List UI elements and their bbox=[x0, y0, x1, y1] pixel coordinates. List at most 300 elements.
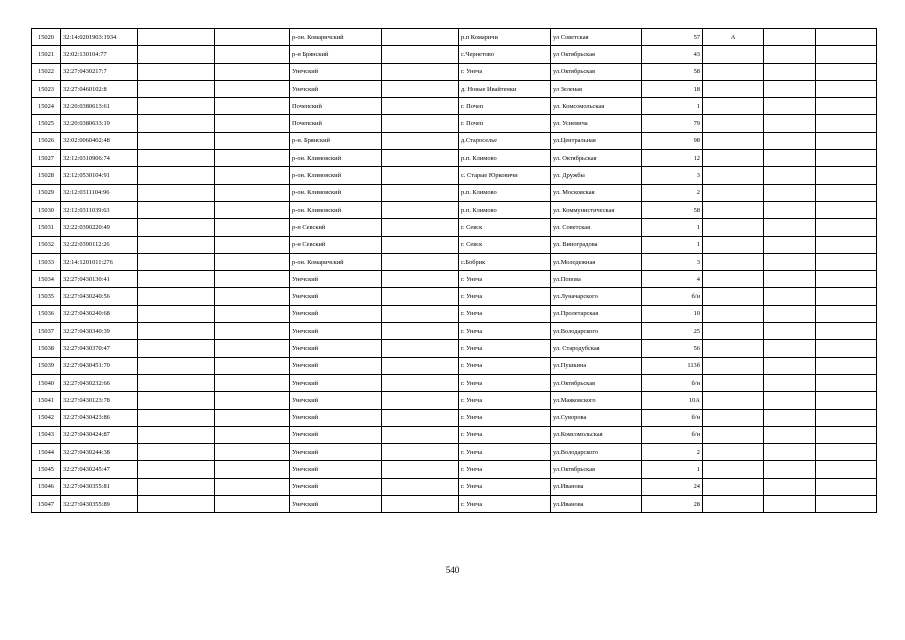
house-number: 12 bbox=[642, 150, 703, 167]
cell-empty bbox=[138, 98, 215, 115]
cell-empty bbox=[215, 496, 290, 513]
table-row bbox=[32, 167, 877, 184]
cell-empty bbox=[382, 444, 459, 461]
cadastral-number: 32:22:0390112:26 bbox=[61, 236, 138, 253]
cell-empty bbox=[382, 288, 459, 305]
street-cell: ул Октябрьская bbox=[551, 46, 642, 63]
street-cell: ул.Центральная bbox=[551, 132, 642, 149]
table-row bbox=[32, 201, 877, 218]
cell-empty bbox=[138, 323, 215, 340]
row-id: 15023 bbox=[32, 80, 61, 97]
letter-cell bbox=[703, 288, 764, 305]
row-id: 15026 bbox=[32, 132, 61, 149]
row-id: 15034 bbox=[32, 271, 61, 288]
cadastral-number: 32:02:130104:77 bbox=[61, 46, 138, 63]
house-number: б/н bbox=[642, 288, 703, 305]
cell-empty bbox=[215, 80, 290, 97]
locality-cell: г. Унеча bbox=[459, 271, 551, 288]
row-id: 15028 bbox=[32, 167, 61, 184]
locality-cell: г. Унеча bbox=[459, 63, 551, 80]
table-row bbox=[32, 496, 877, 513]
row-id: 15021 bbox=[32, 46, 61, 63]
cell-empty bbox=[764, 98, 816, 115]
cell-empty bbox=[215, 426, 290, 443]
letter-cell bbox=[703, 374, 764, 391]
house-number: б/н bbox=[642, 426, 703, 443]
district-cell: Почепский bbox=[290, 115, 382, 132]
cell-empty bbox=[382, 150, 459, 167]
cell-empty bbox=[215, 323, 290, 340]
letter-cell bbox=[703, 219, 764, 236]
cell-empty bbox=[816, 236, 877, 253]
cell-empty bbox=[764, 201, 816, 218]
cell-empty bbox=[215, 392, 290, 409]
row-id: 15044 bbox=[32, 444, 61, 461]
cell-empty bbox=[215, 374, 290, 391]
cell-empty bbox=[138, 80, 215, 97]
district-cell: р-он. Климовский bbox=[290, 167, 382, 184]
cadastral-number: 32:27:0430355:81 bbox=[61, 478, 138, 495]
locality-cell: г. Унеча bbox=[459, 409, 551, 426]
cell-empty bbox=[215, 236, 290, 253]
cell-empty bbox=[215, 305, 290, 322]
house-number: 1 bbox=[642, 219, 703, 236]
cell-empty bbox=[764, 340, 816, 357]
cadastral-number: 32:27:0430217:7 bbox=[61, 63, 138, 80]
cell-empty bbox=[764, 426, 816, 443]
table-row bbox=[32, 461, 877, 478]
cell-empty bbox=[382, 98, 459, 115]
table-row bbox=[32, 46, 877, 63]
house-number: 28 bbox=[642, 496, 703, 513]
letter-cell bbox=[703, 63, 764, 80]
cell-empty bbox=[215, 461, 290, 478]
table-row bbox=[32, 409, 877, 426]
table-row bbox=[32, 98, 877, 115]
house-number: 1 bbox=[642, 98, 703, 115]
street-cell: ул. Виноградова bbox=[551, 236, 642, 253]
street-cell: ул. Дружбы bbox=[551, 167, 642, 184]
letter-cell bbox=[703, 426, 764, 443]
house-number: 56 bbox=[642, 340, 703, 357]
row-id: 15035 bbox=[32, 288, 61, 305]
locality-cell: г. Унеча bbox=[459, 323, 551, 340]
locality-cell: г. Унеча bbox=[459, 357, 551, 374]
locality-cell: р.п. Климово bbox=[459, 184, 551, 201]
cell-empty bbox=[816, 305, 877, 322]
row-id: 15047 bbox=[32, 496, 61, 513]
locality-cell: г. Севск bbox=[459, 236, 551, 253]
row-id: 15042 bbox=[32, 409, 61, 426]
cell-empty bbox=[138, 201, 215, 218]
district-cell: Унечский bbox=[290, 80, 382, 97]
street-cell: ул. Московская bbox=[551, 184, 642, 201]
locality-cell: с. Старые Юрковичи bbox=[459, 167, 551, 184]
locality-cell: г. Унеча bbox=[459, 478, 551, 495]
street-cell: ул.Володарского bbox=[551, 444, 642, 461]
table-row bbox=[32, 478, 877, 495]
cell-empty bbox=[215, 98, 290, 115]
cell-empty bbox=[816, 80, 877, 97]
cadastral-number: 32:27:0430123:78 bbox=[61, 392, 138, 409]
cell-empty bbox=[816, 46, 877, 63]
cadastral-number: 32:27:0430355:89 bbox=[61, 496, 138, 513]
cell-empty bbox=[816, 392, 877, 409]
cell-empty bbox=[382, 461, 459, 478]
table-row bbox=[32, 184, 877, 201]
cell-empty bbox=[215, 340, 290, 357]
district-cell: Унечский bbox=[290, 288, 382, 305]
cadastral-number: 32:14:1201011:276 bbox=[61, 253, 138, 270]
street-cell: ул.Попова bbox=[551, 271, 642, 288]
cell-empty bbox=[138, 305, 215, 322]
letter-cell bbox=[703, 461, 764, 478]
row-id: 15041 bbox=[32, 392, 61, 409]
cell-empty bbox=[816, 357, 877, 374]
cell-empty bbox=[764, 288, 816, 305]
cell-empty bbox=[816, 219, 877, 236]
cadastral-number: 32:27:0430240:68 bbox=[61, 305, 138, 322]
cell-empty bbox=[138, 63, 215, 80]
street-cell: ул. Советская bbox=[551, 219, 642, 236]
row-id: 15045 bbox=[32, 461, 61, 478]
row-id: 15036 bbox=[32, 305, 61, 322]
cell-empty bbox=[816, 461, 877, 478]
locality-cell: г. Унеча bbox=[459, 305, 551, 322]
table-row bbox=[32, 236, 877, 253]
cell-empty bbox=[764, 219, 816, 236]
row-id: 15033 bbox=[32, 253, 61, 270]
letter-cell bbox=[703, 409, 764, 426]
district-cell: р-он. Комаричский bbox=[290, 253, 382, 270]
cadastral-number: 32:27:0430340:39 bbox=[61, 323, 138, 340]
cell-empty bbox=[138, 444, 215, 461]
cell-empty bbox=[215, 478, 290, 495]
cell-empty bbox=[764, 184, 816, 201]
cell-empty bbox=[138, 219, 215, 236]
cadastral-number: 32:27:0460102:8 bbox=[61, 80, 138, 97]
house-number: 1 bbox=[642, 461, 703, 478]
cell-empty bbox=[382, 374, 459, 391]
cell-empty bbox=[816, 409, 877, 426]
locality-cell: г. Унеча bbox=[459, 392, 551, 409]
row-id: 15043 bbox=[32, 426, 61, 443]
district-cell: р-он. Климовский bbox=[290, 201, 382, 218]
cell-empty bbox=[764, 80, 816, 97]
house-number: 10 bbox=[642, 305, 703, 322]
cell-empty bbox=[816, 29, 877, 46]
cell-empty bbox=[382, 496, 459, 513]
district-cell: Унечский bbox=[290, 426, 382, 443]
letter-cell bbox=[703, 236, 764, 253]
locality-cell: г. Почеп bbox=[459, 98, 551, 115]
cell-empty bbox=[215, 184, 290, 201]
locality-cell: г. Почеп bbox=[459, 115, 551, 132]
cadastral-number: 32:20:0380613:61 bbox=[61, 98, 138, 115]
letter-cell bbox=[703, 46, 764, 63]
cadastral-number: 32:12:0310906:74 bbox=[61, 150, 138, 167]
letter-cell bbox=[703, 323, 764, 340]
letter-cell bbox=[703, 271, 764, 288]
cadastral-number: 32:27:0430423:86 bbox=[61, 409, 138, 426]
locality-cell: р.п. Климово bbox=[459, 150, 551, 167]
cell-empty bbox=[138, 357, 215, 374]
cell-empty bbox=[215, 167, 290, 184]
cell-empty bbox=[138, 461, 215, 478]
cadastral-number: 32:12:0530104:91 bbox=[61, 167, 138, 184]
cell-empty bbox=[382, 132, 459, 149]
cell-empty bbox=[816, 426, 877, 443]
cell-empty bbox=[382, 167, 459, 184]
cell-empty bbox=[382, 409, 459, 426]
district-cell: Унечский bbox=[290, 374, 382, 391]
cell-empty bbox=[764, 496, 816, 513]
house-number: 24 bbox=[642, 478, 703, 495]
cell-empty bbox=[764, 409, 816, 426]
table-row bbox=[32, 374, 877, 391]
district-cell: р-он. Климовский bbox=[290, 184, 382, 201]
page-number: 540 bbox=[445, 565, 460, 575]
house-number: 2 bbox=[642, 444, 703, 461]
district-cell: Унечский bbox=[290, 496, 382, 513]
table-row bbox=[32, 63, 877, 80]
table-row bbox=[32, 357, 877, 374]
district-cell: Почепский bbox=[290, 98, 382, 115]
street-cell: ул.Иванова bbox=[551, 496, 642, 513]
table-row bbox=[32, 305, 877, 322]
cell-empty bbox=[138, 150, 215, 167]
district-cell: Унечский bbox=[290, 305, 382, 322]
cell-empty bbox=[382, 271, 459, 288]
cell-empty bbox=[138, 340, 215, 357]
cell-empty bbox=[816, 150, 877, 167]
table-row bbox=[32, 219, 877, 236]
cell-empty bbox=[764, 444, 816, 461]
cell-empty bbox=[215, 201, 290, 218]
cell-empty bbox=[138, 478, 215, 495]
house-number: 58 bbox=[642, 201, 703, 218]
cell-empty bbox=[382, 29, 459, 46]
district-cell: Унечский bbox=[290, 271, 382, 288]
district-cell: р-он. Комаричский bbox=[290, 29, 382, 46]
cell-empty bbox=[382, 478, 459, 495]
cell-empty bbox=[764, 29, 816, 46]
letter-cell bbox=[703, 184, 764, 201]
letter-cell bbox=[703, 478, 764, 495]
row-id: 15031 bbox=[32, 219, 61, 236]
cell-empty bbox=[382, 46, 459, 63]
district-cell: Унечский bbox=[290, 461, 382, 478]
district-cell: р-н Севский bbox=[290, 219, 382, 236]
cell-empty bbox=[816, 253, 877, 270]
cell-empty bbox=[764, 357, 816, 374]
cell-empty bbox=[215, 29, 290, 46]
cadastral-number: 32:14:0201903:1934 bbox=[61, 29, 138, 46]
letter-cell bbox=[703, 150, 764, 167]
cadastral-number: 32:27:0430232:66 bbox=[61, 374, 138, 391]
cell-empty bbox=[816, 63, 877, 80]
cell-empty bbox=[382, 357, 459, 374]
cell-empty bbox=[138, 288, 215, 305]
cell-empty bbox=[138, 409, 215, 426]
street-cell: ул Советская bbox=[551, 29, 642, 46]
table-row bbox=[32, 150, 877, 167]
letter-cell bbox=[703, 167, 764, 184]
cell-empty bbox=[816, 201, 877, 218]
cell-empty bbox=[816, 115, 877, 132]
cell-empty bbox=[215, 150, 290, 167]
cell-empty bbox=[215, 115, 290, 132]
cell-empty bbox=[382, 80, 459, 97]
cell-empty bbox=[138, 392, 215, 409]
cell-empty bbox=[382, 305, 459, 322]
street-cell: ул.Пролетарская bbox=[551, 305, 642, 322]
letter-cell bbox=[703, 340, 764, 357]
row-id: 15022 bbox=[32, 63, 61, 80]
locality-cell: д.Староселье bbox=[459, 132, 551, 149]
house-number: 4 bbox=[642, 271, 703, 288]
street-cell: ул. Октябрьская bbox=[551, 150, 642, 167]
house-number: 58 bbox=[642, 63, 703, 80]
cell-empty bbox=[764, 150, 816, 167]
letter-cell: А bbox=[703, 29, 764, 46]
street-cell: ул.Молодежная bbox=[551, 253, 642, 270]
cell-empty bbox=[816, 98, 877, 115]
cell-empty bbox=[138, 496, 215, 513]
cell-empty bbox=[816, 340, 877, 357]
cadastral-number: 32:12:0311104:96 bbox=[61, 184, 138, 201]
table-row bbox=[32, 29, 877, 46]
table-row bbox=[32, 271, 877, 288]
cell-empty bbox=[215, 444, 290, 461]
cell-empty bbox=[382, 323, 459, 340]
house-number: 57 bbox=[642, 29, 703, 46]
letter-cell bbox=[703, 357, 764, 374]
table-body bbox=[32, 29, 877, 513]
cell-empty bbox=[382, 184, 459, 201]
letter-cell bbox=[703, 115, 764, 132]
street-cell: ул.Суворова bbox=[551, 409, 642, 426]
house-number: 43 bbox=[642, 46, 703, 63]
cell-empty bbox=[215, 46, 290, 63]
cell-empty bbox=[816, 478, 877, 495]
cell-empty bbox=[816, 444, 877, 461]
cell-empty bbox=[816, 374, 877, 391]
locality-cell: р.п Комаричи bbox=[459, 29, 551, 46]
street-cell: ул. Комсомольская bbox=[551, 98, 642, 115]
cell-empty bbox=[138, 271, 215, 288]
cell-empty bbox=[382, 340, 459, 357]
cell-empty bbox=[764, 392, 816, 409]
cell-empty bbox=[816, 496, 877, 513]
cell-empty bbox=[764, 236, 816, 253]
letter-cell bbox=[703, 201, 764, 218]
cell-empty bbox=[138, 46, 215, 63]
cell-empty bbox=[138, 253, 215, 270]
row-id: 15024 bbox=[32, 98, 61, 115]
street-cell: ул. Стародубская bbox=[551, 340, 642, 357]
cell-empty bbox=[764, 115, 816, 132]
table-row bbox=[32, 80, 877, 97]
cell-empty bbox=[215, 132, 290, 149]
cadastral-number: 32:27:0430244:38 bbox=[61, 444, 138, 461]
cell-empty bbox=[764, 478, 816, 495]
table-row bbox=[32, 288, 877, 305]
cell-empty bbox=[764, 63, 816, 80]
table-row bbox=[32, 426, 877, 443]
row-id: 15046 bbox=[32, 478, 61, 495]
district-cell: Унечский bbox=[290, 340, 382, 357]
row-id: 15020 bbox=[32, 29, 61, 46]
cell-empty bbox=[816, 271, 877, 288]
district-cell: Унечский bbox=[290, 357, 382, 374]
row-id: 15030 bbox=[32, 201, 61, 218]
cadastral-number: 32:27:0430451:70 bbox=[61, 357, 138, 374]
table-row bbox=[32, 340, 877, 357]
district-cell: р-н. Брянский bbox=[290, 132, 382, 149]
cadastral-number: 32:27:0430240:56 bbox=[61, 288, 138, 305]
locality-cell: г. Унеча bbox=[459, 374, 551, 391]
cadastral-number: 32:27:0430424:87 bbox=[61, 426, 138, 443]
cell-empty bbox=[215, 357, 290, 374]
cell-empty bbox=[382, 253, 459, 270]
row-id: 15029 bbox=[32, 184, 61, 201]
cadastral-number: 32:27:0430130:41 bbox=[61, 271, 138, 288]
locality-cell: д. Новые Ивайтенки bbox=[459, 80, 551, 97]
cell-empty bbox=[816, 184, 877, 201]
district-cell: Унечский bbox=[290, 478, 382, 495]
cell-empty bbox=[138, 132, 215, 149]
cell-empty bbox=[138, 374, 215, 391]
cell-empty bbox=[382, 392, 459, 409]
cadastral-number: 32:22:0390220:49 bbox=[61, 219, 138, 236]
row-id: 15032 bbox=[32, 236, 61, 253]
registry-table bbox=[31, 28, 877, 513]
street-cell: ул Зеленая bbox=[551, 80, 642, 97]
district-cell: Унечский bbox=[290, 409, 382, 426]
cell-empty bbox=[215, 219, 290, 236]
cell-empty bbox=[382, 219, 459, 236]
house-number: б/н bbox=[642, 374, 703, 391]
district-cell: Унечский bbox=[290, 392, 382, 409]
cell-empty bbox=[382, 115, 459, 132]
street-cell: ул.Октябрьская bbox=[551, 461, 642, 478]
house-number: 3 bbox=[642, 253, 703, 270]
cell-empty bbox=[764, 167, 816, 184]
cell-empty bbox=[764, 305, 816, 322]
table-row bbox=[32, 253, 877, 270]
cadastral-number: 32:27:0430245:47 bbox=[61, 461, 138, 478]
street-cell: ул.Октябрьская bbox=[551, 374, 642, 391]
cadastral-number: 32:12:0311039:63 bbox=[61, 201, 138, 218]
cell-empty bbox=[764, 132, 816, 149]
cell-empty bbox=[816, 323, 877, 340]
row-id: 15037 bbox=[32, 323, 61, 340]
table-row bbox=[32, 132, 877, 149]
street-cell: ул.Октябрьская bbox=[551, 63, 642, 80]
district-cell: Унечский bbox=[290, 444, 382, 461]
street-cell: ул.Маяковского bbox=[551, 392, 642, 409]
table-row bbox=[32, 444, 877, 461]
cadastral-number: 32:27:0430370:47 bbox=[61, 340, 138, 357]
district-cell: р-н Севский bbox=[290, 236, 382, 253]
house-number: 10А bbox=[642, 392, 703, 409]
letter-cell bbox=[703, 98, 764, 115]
cell-empty bbox=[138, 167, 215, 184]
cell-empty bbox=[138, 29, 215, 46]
house-number: 3 bbox=[642, 167, 703, 184]
cell-empty bbox=[215, 63, 290, 80]
